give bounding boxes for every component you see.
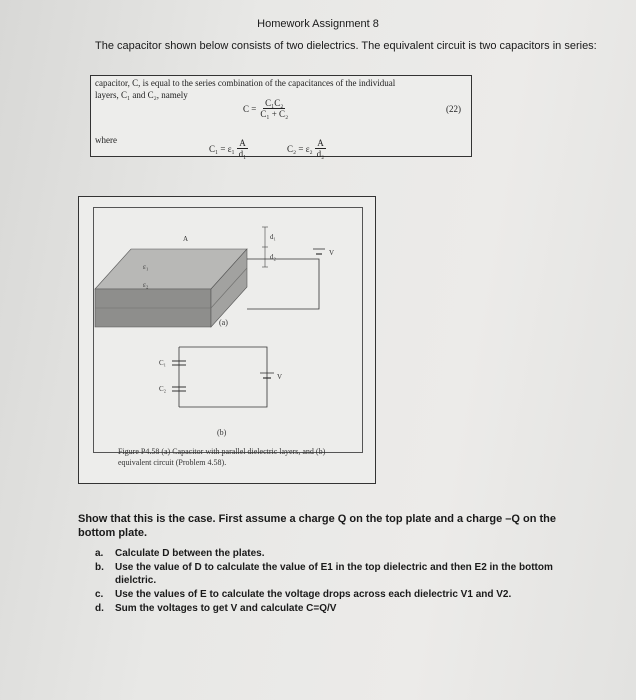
label-epsilon-1: ε₁ [143, 263, 149, 271]
c2-lhs: C₂ = ε₂ [287, 143, 313, 154]
label-c2: C₂ [159, 385, 167, 393]
c2-denominator: d₂ [316, 149, 325, 159]
figure-panel [78, 196, 376, 484]
label-area: A [183, 235, 189, 243]
label-epsilon-2: ε₂ [143, 281, 149, 289]
c2-equation [287, 138, 326, 159]
c1-fraction [237, 138, 249, 159]
label-voltage-b: V [277, 373, 283, 381]
equation-lhs: C = [243, 103, 257, 114]
c1-denominator: d₁ [238, 149, 247, 159]
excerpt-line-2: layers, C₁ and C₂, namely [95, 90, 188, 100]
task-text: Use the value of D to calculate the value of E1 in the top dielectric and then E2 in the bottom dielctric. [115, 562, 553, 586]
label-part-a: (a) [219, 318, 228, 327]
task-item [95, 547, 555, 560]
task-label: a. [95, 548, 104, 559]
c1-equation [209, 138, 248, 159]
equation-denominator: C₁ + C₂ [260, 109, 289, 119]
excerpt-where: where [95, 135, 117, 145]
label-d1: d₁ [270, 233, 276, 241]
excerpt-line-1: capacitor, C, is equal to the series combination of the capacitances of the individual [95, 78, 396, 88]
textbook-excerpt [90, 75, 472, 157]
task-item [95, 588, 555, 601]
task-text: Sum the voltages to get V and calculate C=Q/V [115, 603, 337, 614]
series-capacitance-equation [243, 98, 290, 119]
equation-fraction [258, 98, 290, 119]
task-label: b. [95, 562, 104, 573]
label-c1: C₁ [159, 359, 167, 367]
question-text: Show that this is the case. First assume a charge Q on the top plate and a charge –Q on the bottom plate. [78, 513, 557, 539]
c2-numerator: A [317, 138, 324, 148]
c1-numerator: A [239, 138, 246, 148]
task-list [95, 547, 555, 616]
task-item [95, 561, 555, 587]
circuit-wire-b [179, 347, 267, 407]
equation-number: (22) [446, 104, 461, 114]
task-label: d. [95, 603, 104, 614]
intro-text: The capacitor shown below consists of two dielectrics. The equivalent circuit is two capacitors in series: [95, 40, 597, 52]
circuit-wire-a [247, 259, 319, 309]
task-text: Use the values of E to calculate the voltage drops across each dielectric V1 and V2. [115, 589, 512, 600]
figure-caption: Figure P4.58 (a) Capacitor with parallel dielectric layers, and (b) equivalent circuit (Problem 4.58). [118, 447, 326, 467]
label-part-b: (b) [217, 428, 227, 437]
page-title: Homework Assignment 8 [257, 18, 379, 30]
c1-lhs: C₁ = ε₁ [209, 143, 235, 154]
label-d2: d₂ [270, 253, 276, 261]
task-item [95, 602, 555, 615]
task-label: c. [95, 589, 104, 600]
equation-numerator: C₁C₂ [265, 98, 284, 108]
label-voltage-a: V [329, 249, 335, 257]
c2-fraction [315, 138, 327, 159]
capacitor-diagram [79, 197, 375, 483]
task-text: Calculate D between the plates. [115, 548, 265, 559]
